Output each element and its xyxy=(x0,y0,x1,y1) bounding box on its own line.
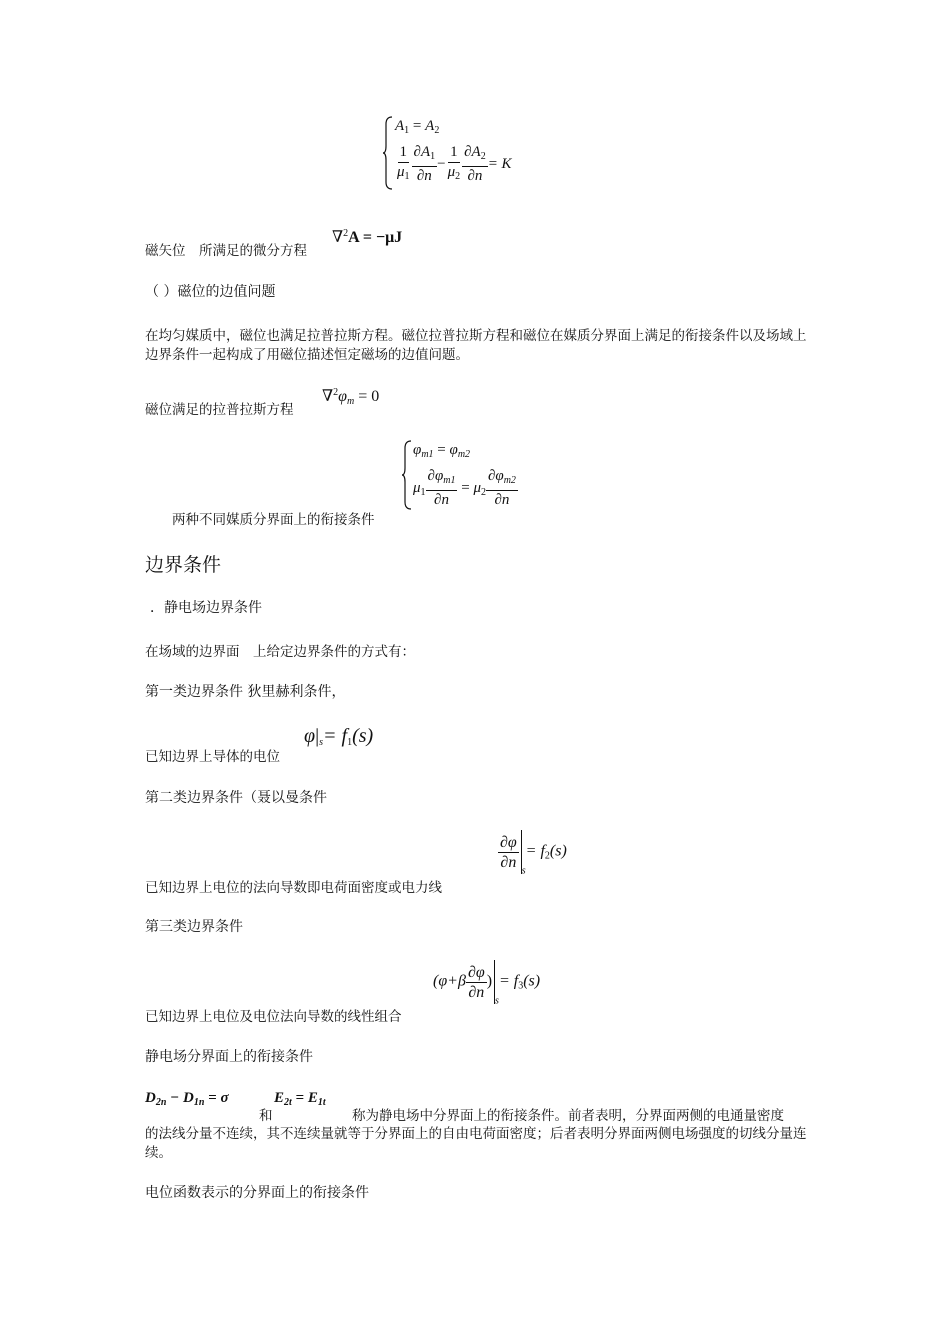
second-kind-label: 已知边界上电位的法向导数即电荷面密度或电力线 xyxy=(145,880,442,896)
eq1-line2 xyxy=(395,144,512,185)
eq1-s1: 1 xyxy=(404,125,410,136)
potential-interface-heading: 电位函数表示的分界面上的衔接条件 xyxy=(145,1185,369,1201)
interface-paragraph-first: 称为静电场中分界面上的衔接条件。前者表明，分界面两侧的电通量密度 xyxy=(352,1108,784,1124)
eq-interface-frac-1: $\frac{\partial\varphi_{m1}}{\partial n}$ xyxy=(427,468,456,508)
eq-interface-line2: $\mu_1$ $\frac{\partial\varphi_{m1}}{\partial n}$ = $\mu_2$ $\frac{\partial\varphi_{m2}}{\partial n}$ xyxy=(413,468,516,508)
equation-second-kind: $\frac{\partial\varphi}{\partial n}$ $_s= f_2(s)$ xyxy=(498,830,567,877)
heading-boundary-conditions: 边界条件 xyxy=(145,554,222,576)
eq1-equals-k: = K xyxy=(487,155,512,172)
eq1-frac-2: $\frac{\partial A_1}{\partial n}$ xyxy=(413,144,436,184)
eq1-frac-1: $\frac{1}{\mu_1}$ xyxy=(397,144,410,182)
first-kind-label: 已知边界上导体的电位 xyxy=(145,749,280,765)
equation-et: $E_{2t} = E_{1t}$ xyxy=(274,1090,326,1108)
vector-potential-label: 磁矢位 所满足的微分方程 xyxy=(145,243,307,259)
eq1-line1 xyxy=(395,118,439,136)
equation-vector-potential-interface xyxy=(383,112,553,192)
second-kind-heading: 第二类边界条件（聂以曼条件 xyxy=(145,790,327,806)
equation-scalar-interface xyxy=(402,438,552,514)
static-interface-heading: 静电场分界面上的衔接条件 xyxy=(145,1049,313,1065)
eq1-frac-4: $\frac{\partial A_2}{\partial n}$ xyxy=(464,144,486,184)
third-kind-heading: 第三类边界条件 xyxy=(145,919,243,935)
paragraph-scalar-bvp: 在均匀媒质中，磁位也满足拉普拉斯方程。磁位拉普拉斯方程和磁位在媒质分界面上满足的衔接条件以及场域上边界条件一起构成了用磁位描述恒定磁场的边值问题。 xyxy=(145,328,807,363)
eq1-s2: 2 xyxy=(434,125,440,136)
equation-laplace: $\nabla^2\varphi_m = 0$ xyxy=(322,387,380,407)
subheading-static-boundary: ．静电场边界条件 xyxy=(150,600,262,616)
eq1-frac-3: $\frac{1}{\mu_2}$ xyxy=(447,144,461,182)
first-kind-heading: 第一类边界条件 狄里赫利条件， xyxy=(145,684,346,700)
laplace-label: 磁位满足的拉普拉斯方程 xyxy=(145,402,294,418)
interface-label: 两种不同媒质分界面上的衔接条件 xyxy=(172,512,375,528)
line-boundary-ways: 在场域的边界面 上给定边界条件的方式有： xyxy=(145,644,415,660)
equation-dn: $D_{2n} - D_{1n} = \sigma$ xyxy=(145,1090,229,1108)
left-brace-2 xyxy=(402,440,412,510)
equation-third-kind: (φ+β $\frac{\partial\varphi}{\partial n}$ )$_s= f_3(s)$ xyxy=(433,960,540,1007)
eq1-a1: A xyxy=(395,118,405,134)
eval-bar-3 xyxy=(494,960,495,1004)
heading-scalar-bvp: （ ）磁位的边值问题 xyxy=(145,284,276,300)
eq-interface-frac-2: $\frac{\partial\varphi_{m2}}{\partial n}$ xyxy=(487,468,516,508)
equation-first-kind: $\varphi|_s= f_1(s)$ xyxy=(304,725,374,748)
eq-interface-line1: $\varphi_{m1} = \varphi_{m2}$ xyxy=(413,442,471,460)
eq1-equals: = xyxy=(412,118,422,134)
and-word: 和 xyxy=(259,1108,273,1124)
interface-paragraph-rest: 的法线分量不连续，其不连续量就等于分界面上的自由电荷面密度；后者表明分界面两侧电场强度的切线分量连续。 xyxy=(145,1126,807,1161)
eq1-minus: − xyxy=(437,155,446,172)
left-brace xyxy=(383,116,393,190)
third-kind-label: 已知边界上电位及电位法向导数的线性组合 xyxy=(145,1009,402,1025)
eval-bar-2 xyxy=(521,830,522,874)
eq1-a2: A xyxy=(425,118,435,134)
equation-vector-poisson: ∇$^2$A = −μJ xyxy=(332,228,403,246)
